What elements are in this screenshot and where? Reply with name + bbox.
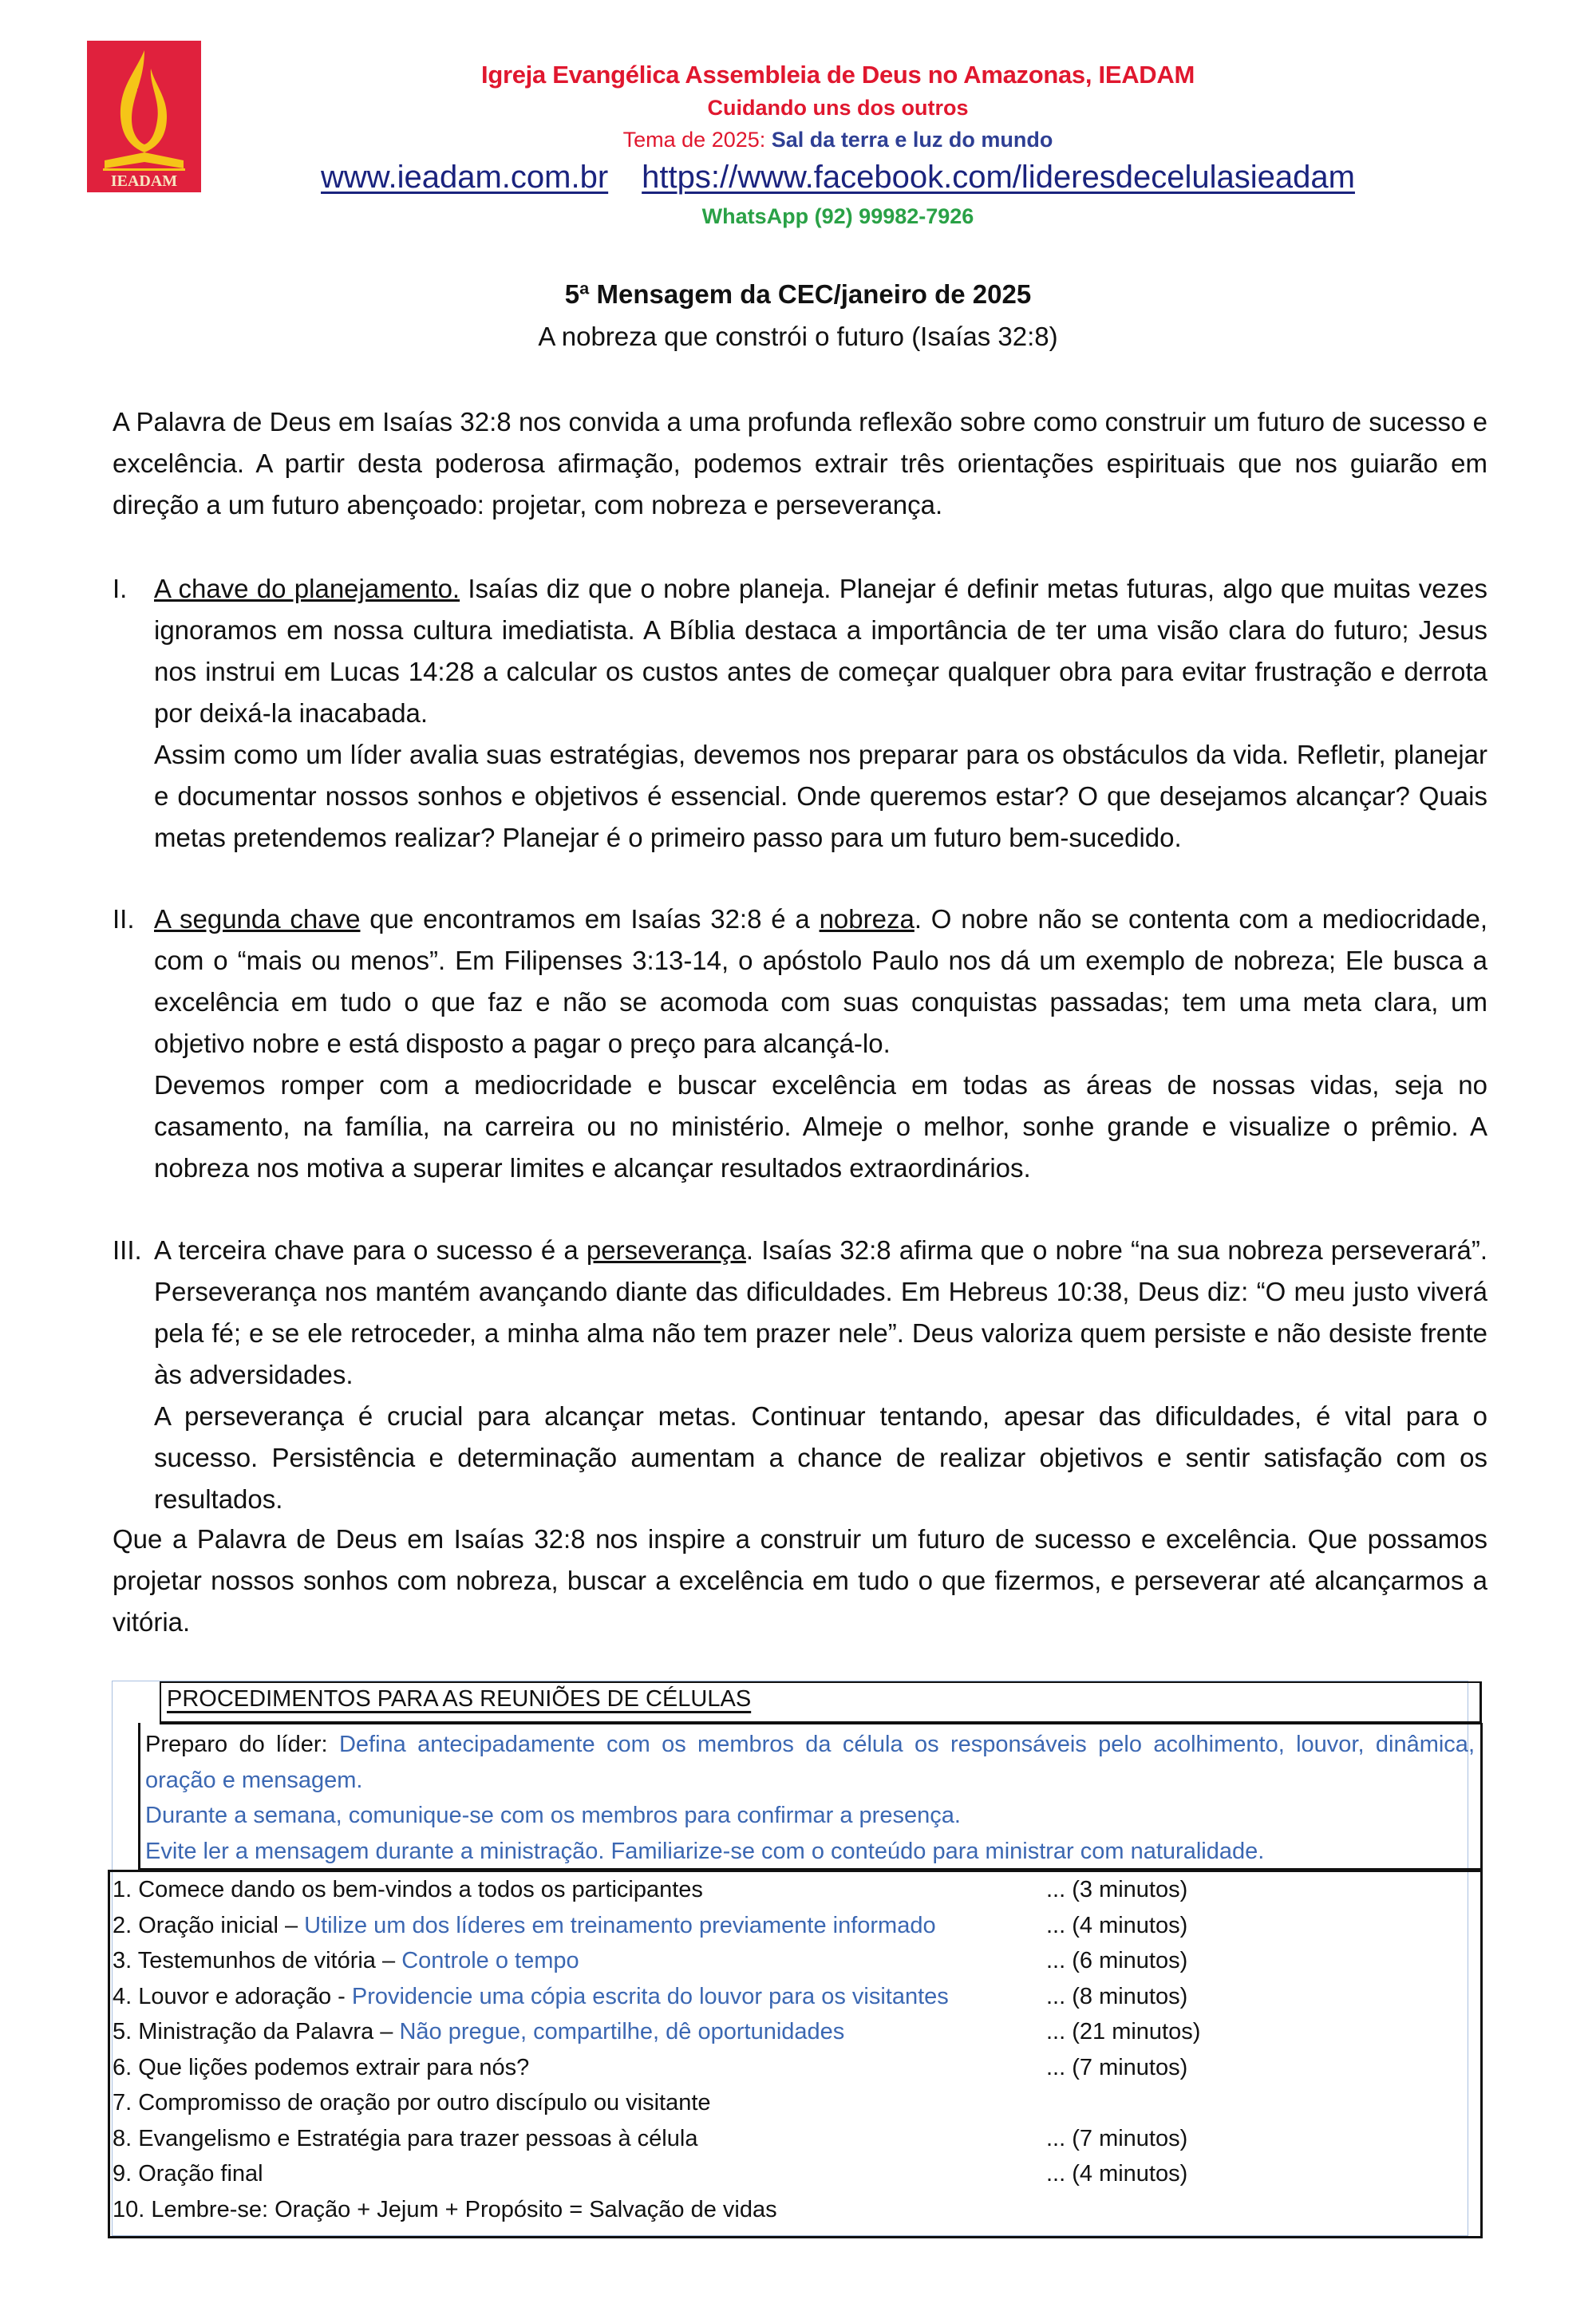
section-perseverance [113, 1230, 1487, 1520]
step-row: 10. Lembre-se: Oração + Jejum + Propósito = Salvação de vidas [113, 2196, 777, 2222]
section-paragraph: A terceira chave para o sucesso é a perseverança. Isaías 32:8 afirma que o nobre “na sua nobreza perseverará”. Perseverança nos mantém avançando diante das dificuldades. Em Hebreus 10:38, Deus diz: “O meu justo viverá pela fé; e se ele retroceder, a minha alma não tem prazer nele”. Deus valoriza quem persiste e não desiste frente às adversidades. [154, 1235, 1487, 1389]
step-duration: ... (21 minutos) [1046, 2019, 1201, 2044]
section-planning [113, 568, 1487, 859]
section-keyword: perseverança [586, 1235, 746, 1265]
leader-prep [145, 1727, 1475, 1869]
section-lead: A segunda chave [154, 904, 361, 934]
section-paragraph: Assim como um líder avalia suas estratégias, devemos nos preparar para os obstáculos da vida. Refletir, planejar e documentar nossos sonhos e objetivos é essencial. Onde queremos estar? O que desejamos alcançar? Quais metas pretendemos realizar? Planejar é o primeiro passo para um futuro bem-sucedido. [154, 740, 1487, 852]
step-row: 2. Oração inicial – Utilize um dos líderes em treinamento previamente informado ... (4 minutos) [113, 1908, 1469, 1944]
org-name: Igreja Evangélica Assembleia de Deus no Amazonas, IEADAM [481, 61, 1195, 89]
step-row: 9. Oração final ... (4 minutos) [113, 2156, 1469, 2192]
section-number: I. [113, 574, 128, 603]
step-row: 6. Que lições podemos extrair para nós? ... (7 minutos) [113, 2050, 1469, 2086]
theme-line [200, 128, 1476, 152]
whatsapp-contact: WhatsApp (92) 99982-7926 [701, 204, 974, 228]
step-duration: ... (8 minutos) [1046, 1983, 1188, 2009]
theme-value: Sal da terra e luz do mundo [771, 128, 1053, 152]
svg-text:IEADAM: IEADAM [110, 172, 178, 190]
header-links [200, 160, 1476, 196]
step-row: 8. Evangelismo e Estratégia para trazer pessoas à célula ... (7 minutos) [113, 2121, 1469, 2157]
step-row: 4. Louvor e adoração - Providencie uma cópia escrita do louvor para os visitantes ... (8 minutos) [113, 1979, 1469, 2015]
section-paragraph: A perseverança é crucial para alcançar metas. Continuar tentando, apesar das dificuldades, é vital para o sucesso. Persistência e determinação aumentam a chance de realizar objetivos e sentir satisfação com os resultados. [154, 1401, 1487, 1514]
leader-prep-label: Preparo do líder: [145, 1732, 339, 1757]
step-row: 1. Comece dando os bem-vindos a todos os participantes ... (3 minutos) [113, 1872, 1469, 1908]
section-number: III. [113, 1235, 142, 1265]
step-row: 3. Testemunhos de vitória – Controle o tempo ... (6 minutos) [113, 1943, 1469, 1979]
ieadam-logo [87, 41, 201, 192]
section-paragraph: A chave do planejamento. Isaías diz que o nobre planeja. Planejar é definir metas futuras, algo que muitas vezes ignoramos em nossa cultura imediatista. A Bíblia destaca a importância de ter uma visão clara do futuro; Jesus nos instrui em Lucas 14:28 a calcular os custos antes de começar qualquer obra para evitar frustração e derrota por deixá-la inacabada. [154, 574, 1487, 728]
message-title: 5ª Mensagem da CEC/janeiro de 2025 [564, 279, 1032, 309]
meeting-steps [113, 1872, 1469, 2227]
leader-prep-line: Durante a semana, comunique-se com os membros para confirmar a presença. [145, 1803, 961, 1828]
step-duration: ... (7 minutos) [1046, 2125, 1188, 2151]
procedures-title: PROCEDIMENTOS PARA AS REUNIÕES DE CÉLULAS [167, 1686, 752, 1712]
step-duration: ... (6 minutos) [1046, 1948, 1188, 1973]
leader-prep-line: Preparo do líder: Defina antecipadamente com os membros da célula os responsáveis pelo acolhimento, louvor, dinâmica, oração e mensagem. [145, 1732, 1475, 1793]
intro-paragraph: A Palavra de Deus em Isaías 32:8 nos convida a uma profunda reflexão sobre como construir um futuro de sucesso e excelência. A partir desta poderosa afirmação, podemos extrair três orientações espirituais que nos guiarão em direção a um futuro abençoado: projetar, com nobreza e perseverança. [113, 407, 1487, 519]
step-duration: ... (4 minutos) [1046, 2161, 1188, 2187]
step-duration: ... (4 minutos) [1046, 1912, 1188, 1938]
leader-prep-line: Evite ler a mensagem durante a ministração. Familiarize-se com o conteúdo para ministrar com naturalidade. [145, 1838, 1265, 1864]
section-paragraph: Devemos romper com a mediocridade e buscar excelência em todas as áreas de nossas vidas, seja no casamento, na família, na carreira ou no ministério. Almeje o melhor, sonhe grande e visualize o prêmio. A nobreza nos motiva a superar limites e alcançar resultados extraordinários. [154, 1070, 1487, 1183]
website-link[interactable]: www.ieadam.com.br [321, 160, 609, 195]
section-lead: A chave do planejamento. [154, 574, 460, 603]
message-subtitle: A nobreza que constrói o futuro (Isaías 32:8) [538, 322, 1058, 351]
closing-paragraph: Que a Palavra de Deus em Isaías 32:8 nos inspire a construir um futuro de sucesso e excelência. Que possamos projetar nossos sonhos com nobreza, buscar a excelência em tudo o que fizermos, e perseverar até alcançarmos a vitória. [113, 1524, 1487, 1637]
flame-bible-icon [87, 41, 201, 192]
theme-label: Tema de 2025: [622, 128, 772, 152]
step-duration: ... (7 minutos) [1046, 2054, 1188, 2080]
facebook-link[interactable]: https://www.facebook.com/lideresdecelulasieadam [642, 160, 1355, 195]
section-number: II. [113, 904, 135, 934]
step-duration: ... (3 minutos) [1046, 1877, 1188, 1902]
step-row: 5. Ministração da Palavra – Não pregue, compartilhe, dê oportunidades ... (21 minutos) [113, 2014, 1469, 2050]
section-keyword: nobreza [819, 904, 915, 934]
motto: Cuidando uns dos outros [707, 96, 969, 120]
section-nobility [113, 899, 1487, 1189]
step-row: 7. Compromisso de oração por outro discípulo ou visitante [113, 2090, 711, 2115]
section-paragraph: A segunda chave que encontramos em Isaías 32:8 é a nobreza. O nobre não se contenta com a mediocridade, com o “mais ou menos”. Em Filipenses 3:13-14, o apóstolo Paulo nos dá um exemplo de nobreza; Ele busca a excelência em tudo o que faz e não se acomoda com suas conquistas passadas; tem uma meta clara, um objetivo nobre e está disposto a pagar o preço para alcançá-lo. [154, 904, 1487, 1058]
